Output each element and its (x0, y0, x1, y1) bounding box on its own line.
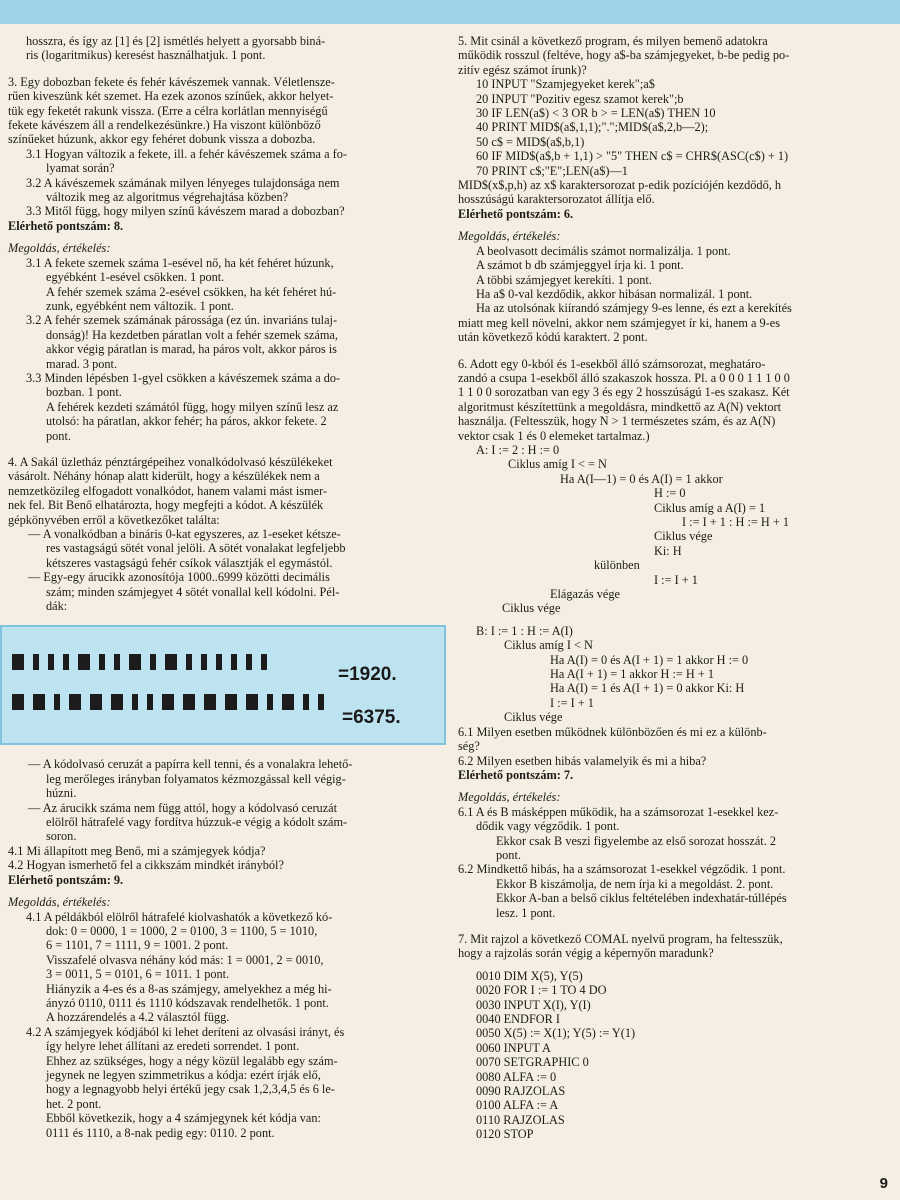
solution-6-2: 6.2 Mindkettő hibás, ha a számsorozat 1-esekkel végződik. 1 pont. (458, 862, 786, 877)
bullet-item: — Az árucikk száma nem függ attól, hogy a kódolvasó ceruzát (28, 800, 338, 815)
solution-5: miatt meg kell növelni, akkor nem számjegyet ír ki, hanem a 9-es (458, 315, 781, 330)
barcode-bar (54, 694, 60, 710)
problem-6-text: algoritmust készítettünk a megoldásra, mindkettő az A(N) vektort (458, 399, 782, 414)
bullet-item: húzni. (46, 786, 77, 801)
code-line: 60 IF MID$(a$,b + 1,1) > "5" THEN c$ = CHR$(ASC(c$) + 1) (476, 149, 789, 164)
barcode-illustration (0, 625, 446, 745)
solution-5: Ha az utolsónak kiírandó számjegy 9-es lenne, és ezt a kerekítés (476, 301, 792, 316)
barcode-bar (12, 654, 24, 670)
solution-3-3: pont. (46, 428, 71, 443)
algorithm-line: különben (594, 558, 640, 573)
solution-4-2: így helyre lehet állítani az eredeti sorrendet. 1 pont. (46, 1039, 300, 1054)
algorithm-line: Ha A(I—1) = 0 és A(I) = 1 akkor (560, 471, 723, 486)
algorithm-line: Ciklus vége (502, 601, 561, 616)
code-line: 0020 FOR I := 1 TO 4 DO (476, 983, 607, 998)
problem-6-text: 6. Adott egy 0-kból és 1-esekből álló számsorozat, meghatáro- (458, 356, 766, 371)
solution-6-2: Ekkor B kiszámolja, de nem írja ki a megoldást. 2. pont. (496, 876, 774, 891)
problem-7-text: hogy a rajzolás során végig a képernyőn maradunk? (458, 946, 714, 961)
barcode-bar (48, 654, 54, 670)
barcode-1920 (12, 654, 342, 670)
barcode-bar (33, 694, 45, 710)
problem-5-text: zitív egész számot írunk)? (458, 62, 587, 77)
question-3-3: 3.3 Mitől függ, hogy milyen színű kávészem marad a dobozban? (26, 204, 345, 219)
barcode-1920-label: =1920. (338, 664, 397, 686)
solution-4-1: dok: 0 = 0000, 1 = 1000, 2 = 0100, 3 = 1100, 5 = 1010, (46, 923, 318, 938)
problem-3-text: tük egy feketét rakunk vissza. (Erre a célra korlátlan mennyiségű (8, 103, 328, 118)
code-line: 0120 STOP (476, 1127, 534, 1142)
solution-6-1: pont. (496, 847, 521, 862)
barcode-bar (111, 694, 123, 710)
code-line: 30 IF LEN(a$) < 3 OR b > = LEN(a$) THEN 10 (476, 106, 716, 121)
bullet-item: soron. (46, 829, 77, 844)
code-line: 20 INPUT "Pozitiv egesz szamot kerek";b (476, 91, 684, 106)
bullet-item: — A vonalkódban a bináris 0-kat egyszeres, az 1-eseket kétsze- (28, 527, 341, 541)
barcode-bar (282, 694, 294, 710)
solution-5: A többi számjegyet kerekíti. 1 pont. (476, 272, 652, 287)
question-4-2: 4.2 Hogyan ismerhető fel a cikkszám mindkét irányból? (8, 858, 284, 873)
code-line: 0060 INPUT A (476, 1040, 551, 1055)
solution-4-2: 4.2 A számjegyek kódjából ki lehet deríteni az olvasási irányt, és (26, 1024, 345, 1039)
barcode-bar (267, 694, 273, 710)
barcode-bar (12, 694, 24, 710)
algorithm-b (458, 624, 894, 725)
code-line: 50 c$ = MID$(a$,b,1) (476, 134, 585, 149)
problem-5-text: működik rosszul (feltéve, hogy a$-ba számjegyeket, b-be pedig po- (458, 48, 790, 63)
problem-7-text: 7. Mit rajzol a következő COMAL nyelvű program, ha feltesszük, (458, 931, 783, 946)
comal-program (458, 969, 894, 1142)
algorithm-line: I := I + 1 (550, 695, 594, 710)
code-line: 0030 INPUT X(I), Y(I) (476, 997, 591, 1012)
barcode-bar (318, 694, 324, 710)
algorithm-line: Ciklus amíg I < = N (508, 457, 607, 472)
solution-6-1: Ekkor csak B veszi figyelembe az első sorozat hosszát. 2 (496, 833, 777, 848)
problem-3-text: 3. Egy dobozban fekete és fehér kávészemek vannak. Véletlensze- (8, 74, 335, 89)
barcode-bar (246, 654, 252, 670)
barcode-bar (78, 654, 90, 670)
barcode-bar (114, 654, 120, 670)
problem-3-text: rűen kiveszünk két szemet. Ha ezek azonos színűek, akkor helyet- (8, 89, 334, 104)
solution-6-2: lesz. 1 pont. (496, 905, 556, 920)
solution-4-1: A hozzárendelés a 4.2 választól függ. (46, 1010, 230, 1025)
barcode-bar (183, 694, 195, 710)
question-6-1: 6.1 Milyen esetben működnek különbözően és mi ez a különb- (458, 724, 767, 739)
bullet-item: res vastagságú sötét vonal jelöli. A sötét vonalakat legfeljebb (46, 541, 346, 556)
solution-3-3: 3.3 Minden lépésben 1-gyel csökken a kávészemek száma a do- (26, 370, 341, 385)
points-label: Elérhető pontszám: 6. (458, 206, 574, 221)
code-line: 70 PRINT c$;"E";LEN(a$)—1 (476, 163, 628, 178)
solution-3-2: akkor végig páratlan is marad, ha páros volt, akkor páros is (46, 342, 337, 357)
bullet-item: elölről hátrafelé vagy fordítva húzzuk-e végig a kódolt szám- (46, 815, 348, 830)
solution-heading: Megoldás, értékelés: (458, 229, 561, 244)
algorithm-a (458, 443, 894, 616)
algorithm-line: H := 0 (654, 486, 686, 501)
code-line: 0100 ALFA := A (476, 1098, 559, 1113)
header-color-band (0, 0, 900, 24)
solution-3-1: 3.1 A fekete szemek száma 1-esével nő, ha két fehéret húzunk, (26, 255, 334, 270)
barcode-bar (63, 654, 69, 670)
intro-line: ris (logaritmikus) keresést használhatjuk. 1 pont. (26, 48, 266, 63)
solution-4-2: 0111 és 1110, a 8-nak pedig egy: 0110. 2 pont. (46, 1125, 275, 1140)
problem-6-text: vektor csak 1 és 0 elemeket tartalmaz.) (458, 428, 650, 443)
problem-4-text: 4. A Sakál üzletház pénztárgépeihez vonalkódolvasó készülékeket (8, 454, 333, 469)
algorithm-line: Ciklus vége (654, 529, 713, 544)
code-line: 0090 RAJZOLAS (476, 1084, 566, 1099)
points-label: Elérhető pontszám: 8. (8, 218, 124, 233)
code-line: 0110 RAJZOLAS (476, 1112, 565, 1127)
intro-line: hosszra, és így az [1] és [2] ismétlés helyett a gyorsabb biná- (26, 34, 326, 48)
solution-6-2: Ekkor A-ban a belső ciklus feltételében indexhatár-túllépés (496, 891, 787, 906)
bullet-item: kétszeres vastagságú fehér csíkok választják el egymástól. (46, 555, 333, 570)
solution-3-3: utolsó: ha páratlan, akkor fehér; ha páros, akkor fekete. 2 (46, 414, 327, 429)
solution-4-1: Hiányzik a 4-es és a 8-as számjegy, amelyekhez a még hi- (46, 981, 332, 996)
bullet-item: — A kódolvasó ceruzát a papírra kell tenni, és a vonalakra lehető- (28, 757, 353, 772)
barcode-bar (90, 694, 102, 710)
bullet-item: dák: (46, 599, 68, 614)
barcode-bar (132, 694, 138, 710)
algorithm-line: B: I := 1 : H := A(I) (476, 623, 573, 638)
right-column (458, 34, 894, 1142)
question-3-1: 3.1 Hogyan változik a fekete, ill. a fehér kávészemek száma a fo- (26, 146, 347, 161)
problem-3-text: színűeket húzunk, akkor egy fehéret dobunk vissza a dobozba. (8, 132, 316, 147)
barcode-bar (165, 654, 177, 670)
solution-heading: Megoldás, értékelés: (458, 790, 561, 805)
algorithm-line: Elágazás vége (550, 587, 620, 602)
barcode-bar (150, 654, 156, 670)
solution-heading: Megoldás, értékelés: (8, 895, 111, 910)
barcode-bar (246, 694, 258, 710)
problem-5-text: 5. Mit csinál a következő program, és milyen bemenő adatokra (458, 34, 768, 48)
question-3-2: változik meg az algoritmus végrehajtása közben? (46, 190, 289, 205)
solution-3-2: marad. 3 pont. (46, 356, 118, 371)
points-label: Elérhető pontszám: 9. (8, 872, 124, 887)
algorithm-line: Ciklus amíg a A(I) = 1 (654, 500, 766, 515)
barcode-bar (186, 654, 192, 670)
solution-3-3: bozban. 1 pont. (46, 385, 122, 400)
algorithm-line: Ki: H (654, 543, 682, 558)
left-column (8, 34, 446, 1140)
algorithm-line: Ha A(I) = 1 és A(I + 1) = 0 akkor Ki: H (550, 681, 745, 696)
solution-4-1: 6 = 1101, 7 = 1111, 9 = 1001. 2 pont. (46, 938, 229, 953)
question-3-2: 3.2 A kávészemek számának milyen lényeges tulajdonsága nem (26, 175, 340, 190)
solution-4-1: 3 = 0011, 5 = 0101, 6 = 1011. 1 pont. (46, 967, 230, 982)
problem-4-text: nemzetközileg elfogadott vonalkódot, hanem valami mást ismer- (8, 483, 328, 498)
problem-4-text: vásárolt. Néhány hónap alatt kiderült, hogy a készülékek nem a (8, 469, 320, 484)
solution-4-2: hogy a legnagyobb helyi értékű jegy csak 1,2,3,4,5 és 6 le- (46, 1082, 335, 1097)
problem-3-text: fekete kávészem áll a rendelkezésünkre.) Ha viszont különböző (8, 118, 321, 133)
code-line: 0080 ALFA := 0 (476, 1069, 557, 1084)
solution-6-1: 6.1 A és B másképpen működik, ha a számsorozat 1-esekkel kez- (458, 804, 779, 819)
code-line: 40 PRINT MID$(a$,1,1);".";MID$(a$,2,b—2); (476, 120, 709, 135)
barcode-bar (147, 694, 153, 710)
barcode-bar (129, 654, 141, 670)
solution-4-2: Ehhez az szükséges, hogy a négy közül legalább egy szám- (46, 1053, 338, 1068)
solution-3-1: zunk, egyébként nem változik. 1 pont. (46, 298, 234, 313)
solution-5: után következő kódú karaktert. 2 pont. (458, 330, 648, 345)
barcode-bar (204, 694, 216, 710)
problem-4-text: nek fel. Bit Benő elhatározta, hogy megfejti a kódot. A készülék (8, 498, 324, 513)
barcode-bar (303, 694, 309, 710)
solution-3-3: A fehérek kezdeti számától függ, hogy milyen színű lesz az (46, 399, 339, 414)
page-number: 9 (879, 1175, 888, 1192)
solution-5: A számot b db számjeggyel írja ki. 1 pont. (476, 258, 684, 273)
algorithm-line: Ciklus amíg I < N (504, 638, 593, 653)
barcode-bar (201, 654, 207, 670)
barcode-bar (33, 654, 39, 670)
mid-function-note: MID$(x$,p,h) az x$ karaktersorozat p-edik pozíciójén kezdődő, h (458, 178, 782, 193)
code-line: 0010 DIM X(5), Y(5) (476, 968, 583, 983)
question-6-1: ség? (458, 739, 480, 754)
solution-3-1: A fehér szemek száma 2-esével csökken, ha két fehéret hú- (46, 284, 337, 299)
solution-5: A beolvasott decimális számot normalizálja. 1 pont. (476, 243, 731, 258)
question-4-1: 4.1 Mi állapított meg Benő, mi a számjegyek kódja? (8, 843, 266, 858)
code-line: 10 INPUT "Szamjegyeket kerek";a$ (476, 77, 655, 92)
solution-3-2: 3.2 A fehér szemek számának párossága (ez ún. invariáns tulaj- (26, 313, 338, 328)
solution-4-2: jegynek ne legyen szimmetrikus a kódja: ezért írják elő, (46, 1067, 321, 1082)
problem-4-text: gépkönyvében erről a következőket találta: (8, 512, 220, 527)
solution-4-1: ányzó 0110, 0111 és 1110 kódszavak rendelhetők. 1 pont. (46, 995, 329, 1010)
barcode-bar (99, 654, 105, 670)
solution-4-1: 4.1 A példákból elölről hátrafelé kiolvashatók a következő kó- (26, 909, 333, 924)
solution-3-2: donság)! Ha kezdetben páratlan volt a fehér szemek száma, (46, 327, 338, 342)
code-line: 0050 X(5) := X(1); Y(5) := Y(1) (476, 1026, 636, 1041)
problem-6-text: használja. (Feltesszük, hogy N > 1 természetes szám, és az A(N) (458, 414, 776, 429)
barcode-bar (231, 654, 237, 670)
solution-4-2: het. 2 pont. (46, 1096, 102, 1111)
algorithm-line: I := I + 1 : H := H + 1 (682, 515, 789, 529)
barcode-bar (225, 694, 237, 710)
code-line: 0040 ENDFOR I (476, 1012, 561, 1026)
points-label: Elérhető pontszám: 7. (458, 767, 574, 782)
code-line: 0070 SETGRAPHIC 0 (476, 1055, 589, 1070)
question-3-1: lyamat során? (46, 161, 115, 176)
barcode-bar (216, 654, 222, 670)
solution-3-1: egyébként 1-esével csökken. 1 pont. (46, 270, 225, 285)
solution-5: Ha a$ 0-val kezdődik, akkor hibásan normalizál. 1 pont. (476, 286, 753, 301)
algorithm-line: Ha A(I + 1) = 1 akkor H := H + 1 (550, 667, 715, 682)
algorithm-line: Ha A(I) = 0 és A(I + 1) = 1 akkor H := 0 (550, 652, 749, 667)
barcode-bar (69, 694, 81, 710)
algorithm-line: Ciklus vége (504, 710, 563, 725)
algorithm-line: A: I := 2 : H := 0 (476, 442, 560, 457)
basic-program (458, 77, 894, 178)
bullet-item: szám; minden számjegyet 4 sötét vonallal kell kódolni. Pél- (46, 584, 340, 599)
solution-6-1: dődik vagy végződik. 1 pont. (476, 819, 620, 834)
bullet-item: leg merőleges irányban folyamatos kézmozgással kell végig- (46, 771, 346, 786)
barcode-bar (261, 654, 267, 670)
solution-4-2: Ebből következik, hogy a 4 számjegynek két kódja van: (46, 1111, 321, 1126)
bullet-item: — Egy-egy árucikk azonosítója 1000..6999 közötti decimális (28, 570, 330, 585)
solution-4-1: Visszafelé olvasva néhány kód más: 1 = 0001, 2 = 0010, (46, 952, 324, 967)
problem-6-text: zandó a csupa 1-esekből álló szakaszok hossza. Pl. a 0 0 0 1 1 1 0 0 (458, 370, 790, 385)
question-6-2: 6.2 Milyen esetben hibás valamelyik és mi a hiba? (458, 753, 707, 768)
mid-function-note: hosszúságú karaktersorozatot állítja elő. (458, 192, 655, 207)
barcode-6375-label: =6375. (342, 707, 401, 729)
barcode-bar (162, 694, 174, 710)
solution-heading: Megoldás, értékelés: (8, 241, 111, 256)
algorithm-line: I := I + 1 (654, 572, 698, 587)
problem-6-text: 1 1 0 0 sorozatban van egy 3 és egy 2 hosszúságú 1-es szakasz. Két (458, 385, 790, 400)
